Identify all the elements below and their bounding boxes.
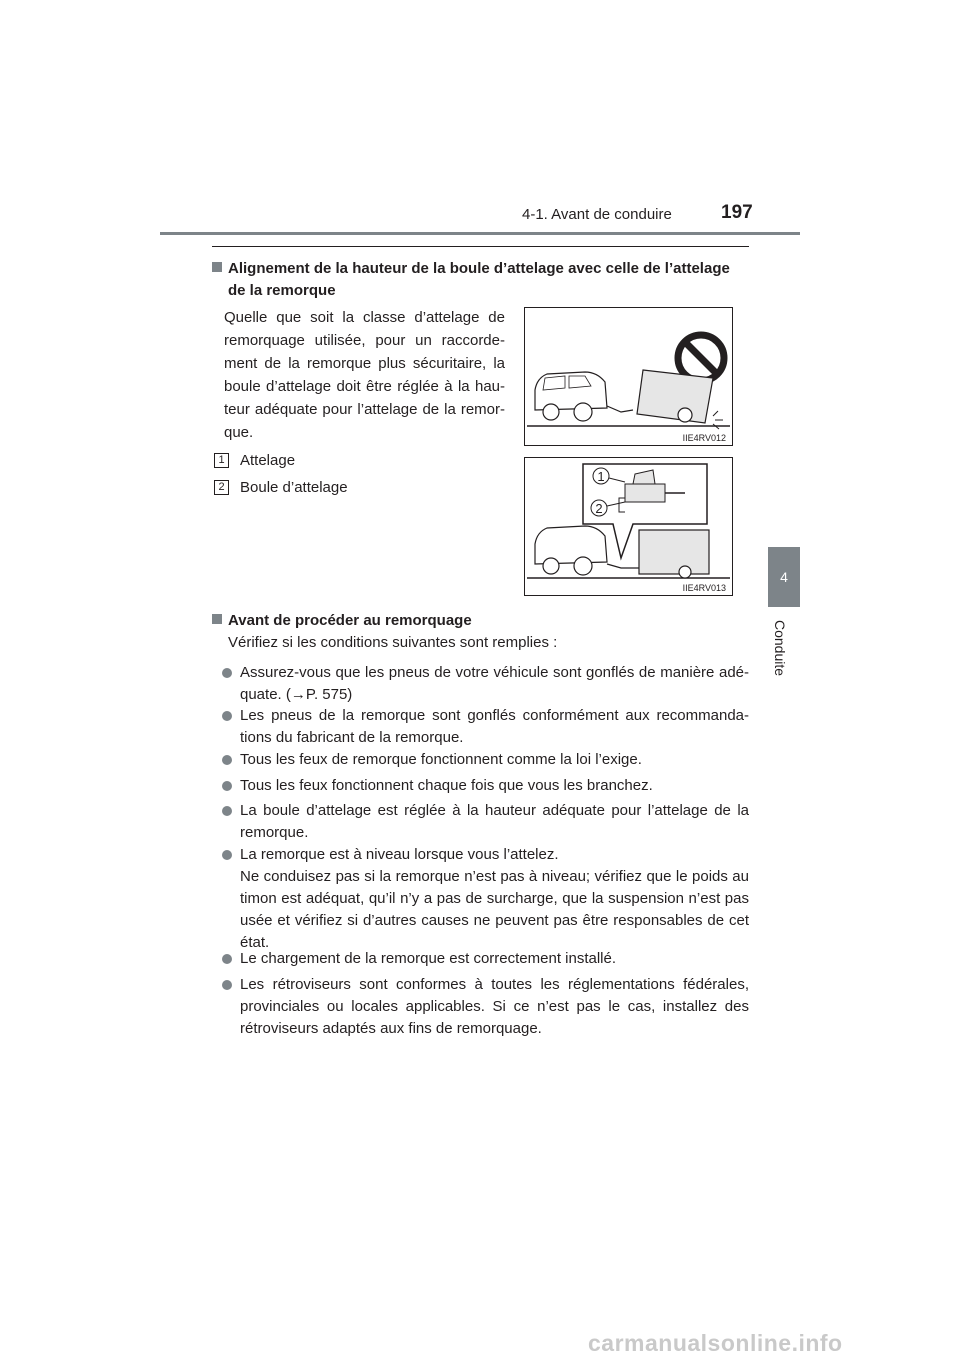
list-item: La boule d’attelage est réglée à la hauteur adéquate pour l’attelage de la remorque. bbox=[223, 800, 749, 844]
section-heading-hitch-alignment: Alignement de la hauteur de la boule d’attelage avec celle de l’attelage de la remorque bbox=[212, 258, 749, 302]
content-rule bbox=[212, 246, 749, 247]
callout-number: 1 bbox=[214, 453, 229, 468]
list-item: Assurez-vous que les pneus de votre véhicule sont gonflés de manière adé-quate. (→P. 575) bbox=[223, 662, 749, 706]
list-item: Tous les feux de remorque fonctionnent comme la loi l’exige. bbox=[223, 749, 749, 771]
bullet-icon bbox=[222, 668, 232, 678]
page-number: 197 bbox=[721, 202, 753, 223]
callout-item bbox=[214, 452, 295, 469]
bullet-icon bbox=[222, 781, 232, 791]
chapter-label: Conduite bbox=[772, 620, 788, 677]
bullet-icon bbox=[222, 806, 232, 816]
heading-square-icon bbox=[212, 614, 222, 624]
bullet-icon bbox=[222, 954, 232, 964]
callout-number: 2 bbox=[214, 480, 229, 495]
list-item: Les rétroviseurs sont conformes à toutes les réglementations fédérales, provinciales ou locales applicables. Si ce n’est pas le cas, installez des rétroviseurs adaptés aux fins de remorquage. bbox=[223, 974, 749, 1040]
callout-item bbox=[214, 479, 348, 496]
list-item: Le chargement de la remorque est correctement installé. bbox=[223, 948, 749, 970]
chapter-tab[interactable]: 4 bbox=[768, 547, 800, 607]
detail-marker-2: 2 bbox=[595, 501, 603, 516]
detail-marker-1: 1 bbox=[597, 469, 605, 484]
callout-label: Attelage bbox=[240, 452, 296, 469]
figure-hitch-detail bbox=[524, 457, 733, 596]
header-rule bbox=[160, 232, 800, 235]
list-item: Les pneus de la remorque sont gonflés conformément aux recommanda-tions du fabricant de la remorque. bbox=[223, 705, 749, 749]
bullet-icon bbox=[222, 711, 232, 721]
bullet-icon bbox=[222, 980, 232, 990]
prohibited-icon bbox=[678, 335, 724, 381]
heading-square-icon bbox=[212, 262, 222, 272]
list-item: La remorque est à niveau lorsque vous l’attelez. Ne conduisez pas si la remorque n’est pas à niveau; vérifiez que le poids au timon est adéquat, qu’il n’y a pas de surcharge, que la suspension n’est pas usée et vérifiez si d’autres causes ne peuvent pas être responsables de cet état. bbox=[223, 844, 749, 954]
hitch-detail-illustration bbox=[525, 458, 732, 595]
bullet-icon bbox=[222, 850, 232, 860]
figure-code: IIE4RV013 bbox=[682, 583, 726, 593]
figure-misaligned-trailer bbox=[524, 307, 733, 446]
figure-code: IIE4RV012 bbox=[682, 433, 726, 443]
section-breadcrumb: 4-1. Avant de conduire bbox=[522, 206, 672, 223]
list-item: Tous les feux fonctionnent chaque fois que vous les branchez. bbox=[223, 775, 749, 797]
callout-label: Boule d’attelage bbox=[240, 479, 348, 496]
misaligned-trailer-illustration bbox=[525, 308, 732, 445]
hitch-alignment-text: Quelle que soit la classe d’attelage de remorquage utilisée, pour un raccorde-ment de la remorque plus sécuritaire, la boule d’attelage doit être réglée à la hau-teur adéquate pour l’attelage de la remor-que. bbox=[224, 309, 505, 441]
before-towing-intro: Vérifiez si les conditions suivantes sont remplies : bbox=[228, 634, 558, 651]
watermark[interactable]: carmanualsonline.info bbox=[588, 1330, 843, 1356]
section-heading-before-towing: Avant de procéder au remorquage bbox=[212, 610, 749, 632]
bullet-icon bbox=[222, 755, 232, 765]
